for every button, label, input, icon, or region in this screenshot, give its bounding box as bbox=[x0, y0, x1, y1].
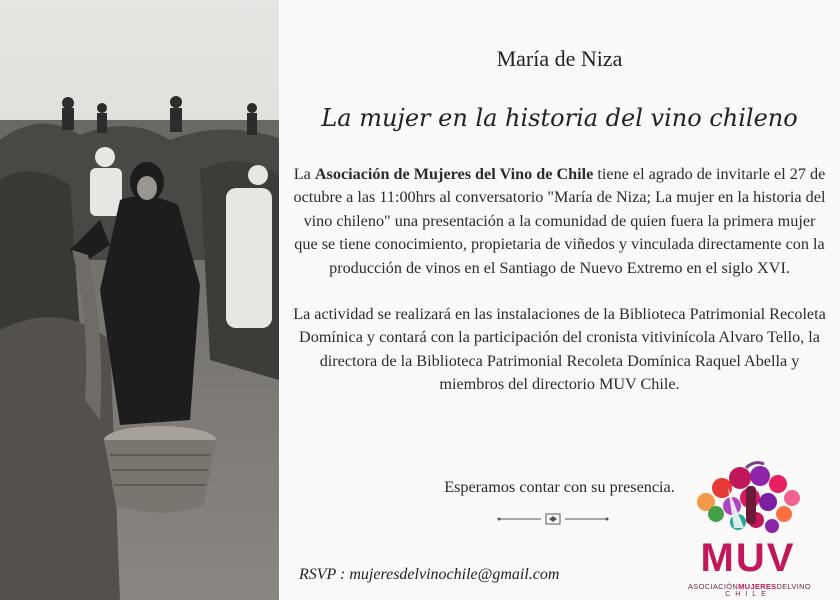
rsvp-contact: RSVP : mujeresdelvinochile@gmail.com bbox=[299, 566, 560, 583]
logo-association-text: ASOCIACIÓNMUJERESDELVINO bbox=[688, 582, 811, 591]
event-title: María de Niza bbox=[496, 46, 623, 71]
invitation-paragraph-2: La actividad se realizará en las instalaciones de la Biblioteca Patrimonial Recoleta Domínica y contará con la participación del cronista vitivinícola Alvaro Tello, la directora de la Biblioteca Patrimonial Recoleta Domínica Raquel Abella y miembros del directorio MUV Chile. bbox=[293, 305, 826, 394]
organization-name: Asociación de Mujeres del Vino de Chile bbox=[314, 165, 594, 183]
invitation-content bbox=[279, 0, 840, 600]
event-subtitle: La mujer en la historia del vino chileno bbox=[321, 104, 798, 132]
muv-logo bbox=[688, 458, 811, 600]
paragraph-1-text: tiene el agrado de invitarle el 27 de octubre a las 11:00hrs al conversatorio "María de Niza; La mujer en la historia del vino chileno" una presentación a la comunidad de quien fuera la primera mujer que se tiene conocimiento, propietaria de viñedos y vinculada directamente con la producción de vinos en el Santiago de Nuevo Extremo en el siglo XVI. bbox=[293, 165, 826, 277]
invitation-body bbox=[293, 163, 826, 420]
grape-bunch-icon bbox=[688, 458, 808, 540]
vineyard-harvest-photo bbox=[0, 0, 279, 600]
logo-wordmark: MUV bbox=[700, 536, 796, 580]
paragraph-1-prefix: La bbox=[293, 165, 315, 183]
closing-text: Esperamos contar con su presencia. bbox=[444, 478, 675, 496]
logo-country-text: CHILE bbox=[725, 591, 771, 598]
invitation-paragraph-1 bbox=[293, 163, 826, 280]
ornament-divider bbox=[495, 511, 611, 532]
